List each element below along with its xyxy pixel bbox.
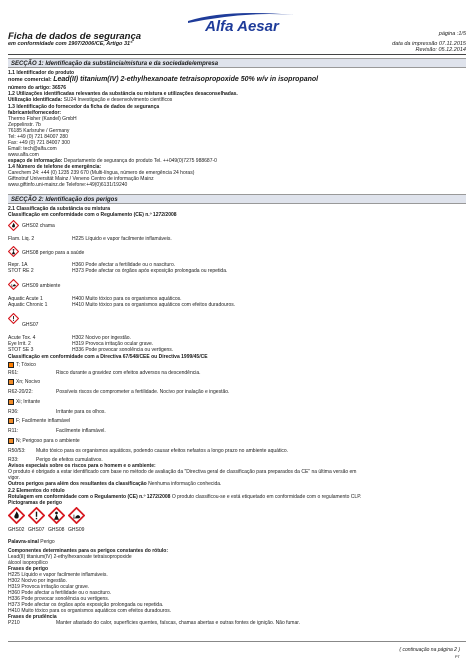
s2-1-heading: 2.1 Classificação da substância ou mistura <box>8 206 110 212</box>
trade-name-value: Lead(II) titanium(IV) 2-ethylhexanoate tetraisopropoxide 50% w/v in isopropanol <box>53 76 319 83</box>
r62-code: R62-20/22: <box>8 389 33 395</box>
precautionary-heading: Frases de prudência <box>8 614 57 620</box>
supplier-phone: Tel: +49 (0) 721 84007 280 <box>8 134 68 140</box>
r33-code: R33: <box>8 457 19 463</box>
section-1-heading: SECÇÃO 1: Identificação da substância/mistura e da sociedade/empresa <box>8 58 466 68</box>
flame-icon <box>8 220 19 231</box>
article-number: número do artigo: 36576 <box>8 85 67 91</box>
s2-2-heading: 2.2 Elementos do rótulo <box>8 488 65 494</box>
supplier-email[interactable]: Email: tech@alfa.com <box>8 146 57 152</box>
stot-se-class: STOT SE 3 <box>8 347 34 353</box>
other-hazards: Outros perigos para além dos resultantes da classificação Nenhuma informação conhecida. <box>8 481 222 487</box>
supplier-address-1: Thermo Fisher (Kandel) GmbH <box>8 116 77 122</box>
environment-icon <box>8 279 19 290</box>
pictograms-heading: Pictogramas de perigo <box>8 500 62 506</box>
label-flame-icon <box>8 507 25 524</box>
r36-text: Irritante para os olhos. <box>56 409 106 415</box>
component-2: álcool isopropílico <box>8 560 48 566</box>
s1-1-heading: 1.1 Identificador do produto <box>8 70 75 76</box>
components-heading: Componentes determinantes para os perigos constantes do rótulo: <box>8 548 169 554</box>
hazard-statement: H319 Provoca irritação ocular grave. <box>8 584 90 590</box>
harmful-symbol-icon <box>8 379 14 385</box>
eye-irrit-class: Eye Irrit. 2 <box>8 341 31 347</box>
s1-4-heading: 1.4 Número de telefone de emergência: <box>8 164 102 170</box>
identified-use: Utilização identificada: SU24 Investigação e desenvolvimento científicos <box>8 97 173 103</box>
emergency-line-3: www.giftinfo.uni-mainz.de Telefone:+49(0)6131/19240 <box>8 182 128 188</box>
print-date: data da impressão 07.11.2015 <box>392 41 466 47</box>
r50-text: Muito tóxico para os organismos aquáticos, podendo causar efeitos nefastos a longo prazo no ambiente aquático. <box>36 448 289 454</box>
ghs07-label: GHS07 <box>22 322 39 328</box>
s1-3-heading: 1.3 Identificação do fornecedor da ficha de dados de segurança <box>8 104 160 110</box>
hazard-statement: H225 Líquido e vapor facilmente inflamáveis. <box>8 572 108 578</box>
t-toxic-label: T; Tóxico <box>16 362 36 368</box>
stot-re-class: STOT RE 2 <box>8 268 34 274</box>
special-warnings-line-2: vigor. <box>8 475 20 481</box>
supplier-address-3: 76185 Karlsruhe / Germany <box>8 128 70 134</box>
document-subtitle: em conformidade com 1907/2006/CE, Artigo 31° <box>8 41 133 47</box>
info-contact: espaço de informação: Departamento de segurança do produto Tel. ++049(0)7275 988687-0 <box>8 158 217 164</box>
flam-liq-statement: H225 Líquido e vapor facilmente inflamáveis. <box>72 236 172 242</box>
aquatic-chronic-statement: H410 Muito tóxico para os organismos aquáticos com efeitos duradouros. <box>72 302 236 308</box>
brand-name: Alfa Aesar <box>205 18 279 33</box>
stot-se-statement: H336 Pode provocar sonolência ou vertigens. <box>72 347 174 353</box>
page-number: página :1/5 <box>438 31 466 37</box>
ghs09-label: GHS09 ambiente <box>22 283 61 289</box>
toxic-symbol-icon <box>8 362 14 368</box>
r50-code: R50/53: <box>8 448 26 454</box>
flammable-symbol-icon <box>8 418 14 424</box>
hazard-statement: H336 Pode provocar sonolência ou vertigens. <box>8 596 110 602</box>
hazard-statements-heading: Frases de perigo <box>8 566 49 572</box>
trade-name-label: nome comercial: Lead(II) titanium(IV) 2-ethylhexanoate tetraisopropoxide 50% w/v in isopropanol <box>8 76 319 83</box>
r61-code: R61: <box>8 370 19 376</box>
alfa-aesar-logo <box>186 11 298 33</box>
xn-harmful-label: Xn; Nocivo <box>16 379 41 385</box>
emergency-line-1: Carechem 24: +44 (0) 1235 239 670 (Multi-língua, número de emergência 24 horas) <box>8 170 195 176</box>
ghs08-label: GHS08 perigo para a saúde <box>22 250 85 256</box>
xi-irritant-label: Xi; Irritante <box>16 399 41 405</box>
repr-class: Repr. 1A <box>8 262 28 268</box>
s2-1-clp-heading: Classificação em conformidade com o Regulamento (CE) n.º 1272/2008 <box>8 212 177 218</box>
special-warnings-heading: Avisos especiais sobre os riscos para o homem e o ambiente: <box>8 463 156 469</box>
r33-text: Perigo de efeitos cumulativos. <box>36 457 103 463</box>
signal-word: Palavra-sinal Perigo <box>8 539 55 545</box>
aquatic-acute-statement: H400 Muito tóxico para os organismos aquáticos. <box>72 296 182 302</box>
stot-re-statement: H373 Pode afectar os órgãos após exposição prolongada ou repetida. <box>72 268 228 274</box>
hazard-statement: H410 Muito tóxico para os organismos aquáticos com efeitos duradouros. <box>8 608 172 614</box>
supplier-fax: Fax: +49 (0) 721 84007 300 <box>8 140 70 146</box>
f-flammable-label: F; Facilmente inflamável <box>16 418 71 424</box>
supplier-label: fabricante/fornecedor: <box>8 110 62 116</box>
label-exclamation-icon <box>28 507 45 524</box>
label-regulation: Rotulagem em conformidade com o Regulamento (CE) n.º 1272/2008 O produto classificou-se e está etiquetado em conformidade com o regulamento CLP. <box>8 494 362 500</box>
r62-text: Possíveis riscos de comprometer a fertilidade. Nocivo por inalação e ingestão. <box>56 389 230 395</box>
r11-text: Facilmente inflamável. <box>56 428 106 434</box>
special-warnings-line-1: O produto é obrigado a estar identificado com base no método de avaliação da "Directiva geral de classificação para preparados da CE" na última versão em <box>8 469 357 475</box>
header-rule <box>8 54 466 55</box>
document-title: Ficha de dados de segurança <box>8 31 142 42</box>
acute-tox-class: Acute Tox. 4 <box>8 335 36 341</box>
s1-2-heading: 1.2 Utilizações identificadas relevantes da substância ou mistura e utilizações desaconselhadas. <box>8 91 238 97</box>
ghs07-code: GHS07 <box>28 527 45 533</box>
irritant-symbol-icon <box>8 399 14 405</box>
acute-tox-statement: H302 Nocivo por ingestão. <box>72 335 131 341</box>
section-2-heading: SECÇÃO 2: Identificação dos perigos <box>8 194 466 204</box>
ghs08-code: GHS08 <box>48 527 65 533</box>
ghs09-code: GHS09 <box>68 527 85 533</box>
directive-heading: Classificação em conformidade com a Directiva 67/548/CEE ou Directiva 1999/45/CE <box>8 354 208 360</box>
hazard-statement: H302 Nocivo por ingestão. <box>8 578 67 584</box>
p210-code: P210 <box>8 620 20 626</box>
ghs02-code: GHS02 <box>8 527 25 533</box>
ghs02-label: GHS02 chama <box>22 223 55 229</box>
repr-statement: H360 Pode afectar a fertilidade ou o nascituro. <box>72 262 176 268</box>
r11-code: R11: <box>8 428 19 434</box>
r36-code: R36: <box>8 409 19 415</box>
flam-liq-class: Flam. Liq. 2 <box>8 236 35 242</box>
label-health-hazard-icon <box>48 507 65 524</box>
eye-irrit-statement: H319 Provoca irritação ocular grave. <box>72 341 154 347</box>
n-environment-label: N; Perigoso para o ambiente <box>16 438 80 444</box>
emergency-line-2: Giftnotruf Universität Mainz / Veneno Centro de informação Mainz <box>8 176 154 182</box>
aquatic-chronic-class: Aquatic Chronic 1 <box>8 302 48 308</box>
aquatic-acute-class: Aquatic Acute 1 <box>8 296 43 302</box>
footer-rule <box>8 641 466 642</box>
label-environment-icon <box>68 507 85 524</box>
supplier-website[interactable]: www.alfa.com <box>8 152 39 158</box>
exclamation-icon <box>8 313 19 324</box>
language-code: PT <box>454 654 460 659</box>
revision-date: Revisão: 05.12.2014 <box>415 47 466 53</box>
hazard-statement: H373 Pode afectar os órgãos após exposição prolongada ou repetida. <box>8 602 164 608</box>
p210-text: Manter afastado do calor, superfícies quentes, faíscas, chamas abertas e outras fontes de ignição. Não fumar. <box>56 620 301 626</box>
supplier-address-2: Zeppelinstr. 7b <box>8 122 41 128</box>
health-hazard-icon <box>8 246 19 257</box>
component-1: Lead(II) titanium(IV) 2-ethylhexanoate tetraisopropoxide <box>8 554 132 560</box>
environment-symbol-icon <box>8 438 14 444</box>
continued-note: ( continuação na página 2 ) <box>399 647 460 653</box>
hazard-statement: H360 Pode afectar a fertilidade ou o nascituro. <box>8 590 112 596</box>
r61-text: Risco durante a gravidez com efeitos adversos na descendência. <box>56 370 201 376</box>
